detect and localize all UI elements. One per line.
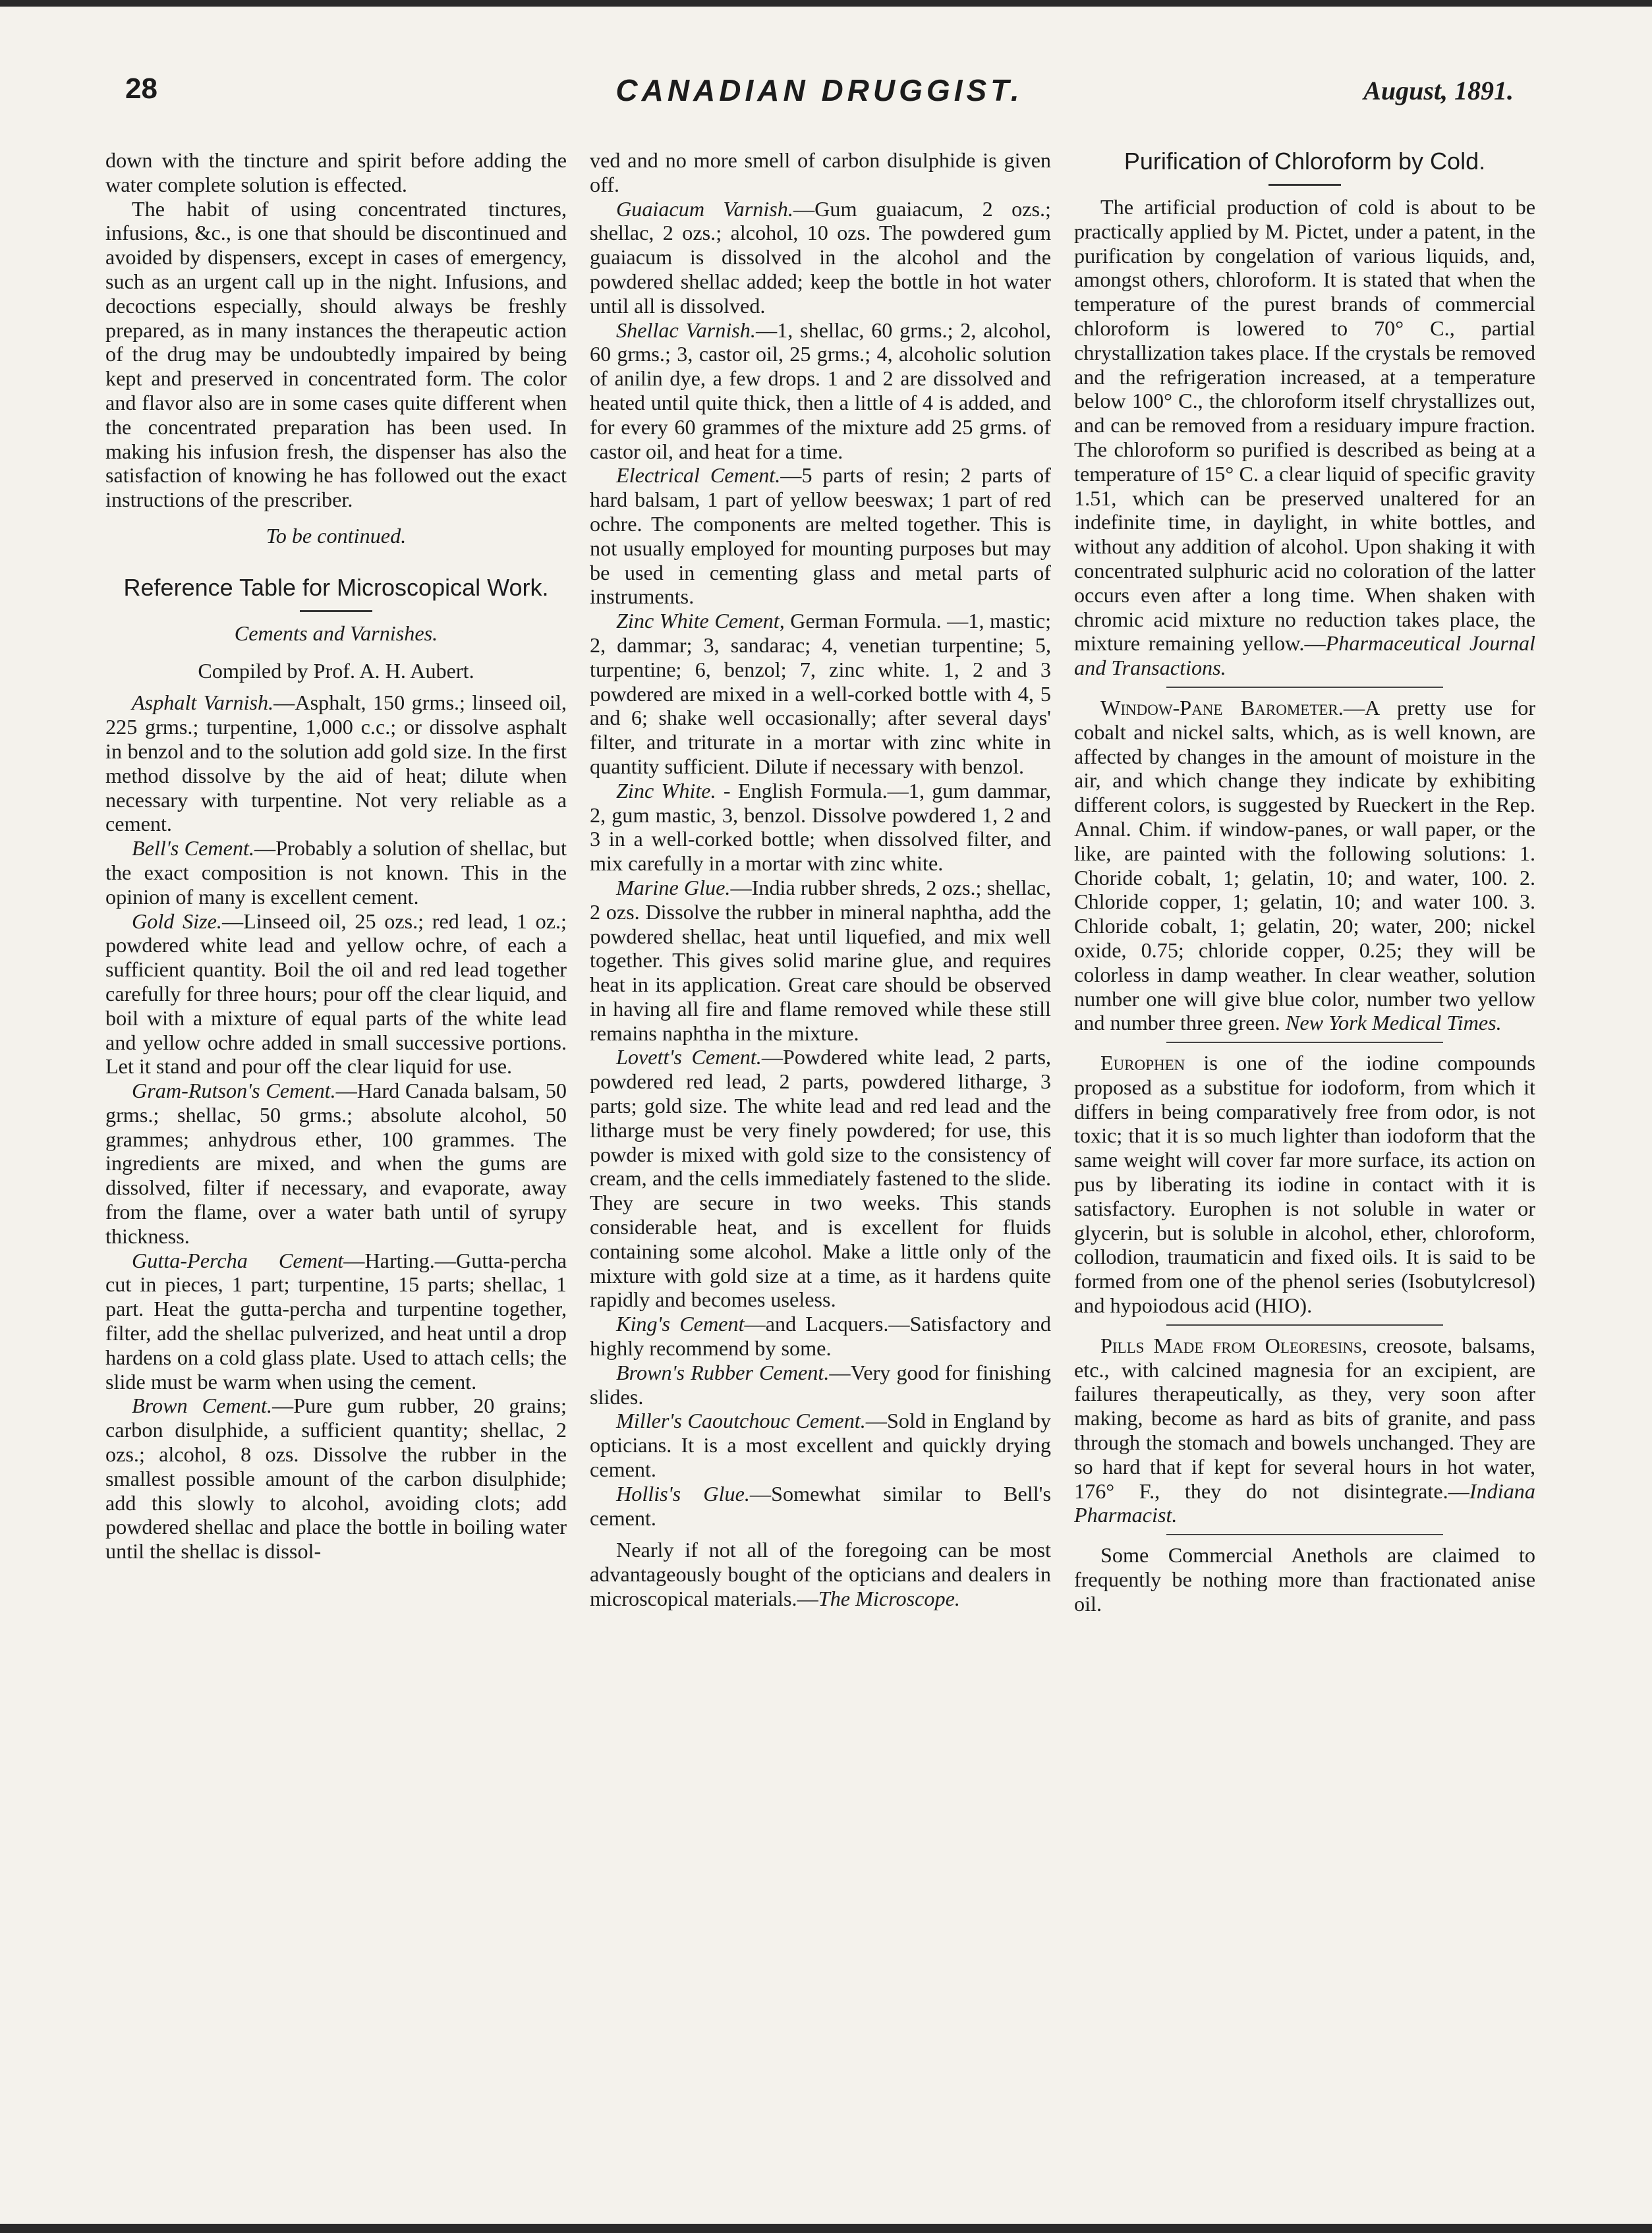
entry-zinc-white-cement-german (590, 609, 1051, 779)
reference-table-heading: Reference Table for Microscopical Work. (123, 573, 549, 601)
separator-rule (1166, 1534, 1443, 1535)
heading-rule (1268, 184, 1341, 186)
entry-term: Guaiacum Varnish. (616, 196, 793, 221)
intro-continuation: down with the tincture and spirit before adding the water complete solution is effected. (105, 148, 567, 196)
entry-marine-glue (590, 876, 1051, 1046)
entry-text: —Probably a solution of shellac, but the exact composition is not known. This in the opinion of many is excellent cement. (105, 836, 567, 909)
entry-text: —Harting.—Gutta-percha cut in pieces, 1 part; turpentine, 15 parts; shellac, 1 part. Heat the gutta-percha and turpentine together, filter, add the shellac pulverized, and heat until a drop hardens on a cold glass plate. Used to attach cells; the slide must be warm when using the cement. (105, 1248, 567, 1394)
entry-text: - English Formula.—1, gum dammar, 2, gum mastic, 3, benzol. Dissolve powdered 1, 2 and 3 in a well-corked bottle; when dissolved filter, and mix carefully in a mortar with zinc white. (590, 778, 1051, 876)
europhen-article (1074, 1051, 1535, 1318)
entry-lovetts-cement (590, 1045, 1051, 1312)
entry-text: —1, shellac, 60 grms.; 2, alcohol, 60 grms.; 3, castor oil, 25 grms.; 4, alcoholic solution of anilin dye, a few drops. 1 and 2 are dissolved and heated until quite thick, then a little of 4 is added, and for every 60 grammes of the mixture add 25 grms. of castor oil, and heat for a time. (590, 318, 1052, 463)
issue-date: August, 1891. (1363, 76, 1514, 105)
column-2 (590, 148, 1051, 1611)
entry-bells-cement (105, 836, 567, 909)
column-3 (1074, 148, 1535, 1616)
entry-term: Brown Cement. (132, 1394, 273, 1418)
entry-term: Hollis's Glue. (616, 1481, 750, 1506)
entry-term: Marine Glue. (616, 875, 731, 899)
entry-term: King's Cement (616, 1312, 745, 1336)
entry-text: —Gum guaiacum, 2 ozs.; shellac, 2 ozs.; alcohol, 10 ozs. The powdered gum guaiacum is dissolved in the alcohol and the powdered shellac added; keep the bottle in hot water until all is dissolved. (590, 196, 1051, 318)
entry-zinc-white-english (590, 779, 1051, 876)
entry-term: Asphalt Varnish. (132, 691, 274, 715)
entry-kings-cement (590, 1312, 1051, 1361)
page-header (125, 72, 1514, 119)
article-lead: Window-Pane Barometer. (1100, 695, 1344, 720)
entry-hollis-glue (590, 1482, 1051, 1531)
article-source: Indiana Pharmacist. (1074, 1479, 1535, 1527)
entry-millers-caoutchouc-cement (590, 1409, 1051, 1481)
entry-term: Electrical Cement. (616, 463, 781, 488)
entry-shellac-varnish (590, 318, 1051, 464)
entry-term: Gold Size. (132, 909, 222, 933)
entry-text: —Powdered white lead, 2 parts, powdered red lead, 2 parts, powdered litharge, 3 parts; gold size. The white lead and red lead and the litharge must be very finely powdered; for use, this powder is mixed with gold size to the consistency of cream, and the cells immediately fastened to the slide. They are secure in two weeks. This stands considerable heat, and is excellent for fluids containing some alcohol. Make a little only of the mixture with gold size at a time, as it hardens quite rapidly and becomes useless. (590, 1045, 1052, 1312)
page-number: 28 (125, 72, 157, 105)
entry-gram-rutsons-cement (105, 1079, 567, 1249)
entry-term: Zinc White Cement, (616, 609, 785, 633)
barometer-article (1074, 696, 1535, 1035)
article-text: is one of the iodine compounds proposed as a substitue for iodoform, from which it differs in being comparatively free from odor, is not toxic; that it is so much lighter than iodoform that the same weight will cover far more surface, its action on pus by liberating its iodine in contact with it is satisfactory. Europhen is not soluble in water or glycerin, but is soluble in alcohol, ether, chloroform, collodion, traumaticin and fixed oils. It is said to be formed from one of the phenol series (Isobutylcresol) and hypoiodous acid (HIO). (1074, 1051, 1535, 1318)
entry-text: German Formula. —1, mastic; 2, dammar; 3, sandarac; 4, venetian turpentine; 5, turpentine; 6, benzol; 7, zinc white. 1, 2 and 3 powdered are mixed in a well-corked bottle with 4, 5 and 6; shake well occasionally; after several days' filter, and triturate in a mortar with zinc white in quantity sufficient. Dilute if necessary with benzol. (590, 609, 1052, 778)
separator-rule (1166, 1042, 1443, 1043)
top-border-rule (0, 0, 1652, 7)
article-source: New York Medical Times. (1285, 1011, 1502, 1035)
article-lead: Pills Made from Oleoresins, (1100, 1333, 1367, 1357)
entry-term: Zinc White. (616, 778, 716, 803)
entry-text: —Very good for finishing slides. (590, 1360, 1051, 1409)
entry-term: Lovett's Cement. (616, 1045, 762, 1069)
entry-electrical-cement (590, 463, 1051, 609)
entry-text: —India rubber shreds, 2 ozs.; shellac, 2 ozs. Dissolve the rubber in mineral naphtha, add the powdered shellac, heat until liquefied, and mix well together. This gives solid marine glue, and requires heat in its application. Great care should be observed in having all fire and flame removed while these still remains naphtha in the mixture. (590, 875, 1051, 1045)
entry-term: Shellac Varnish. (616, 318, 756, 342)
heading-rule (300, 610, 372, 612)
bottom-border-rule (0, 2224, 1652, 2233)
habit-paragraph: The habit of using concentrated tinctures, infusions, &c., is one that should be discontinued and avoided by dispensers, except in cases of emergency, such as an urgent call up in the night. Infusions, and decoctions especially, should always be freshly prepared, as in many instances the therapeutic action of the drug may be undoubtedly impaired by being kept and preserved in concentrated form. The color and flavor also are in some cases quite different when the concentrated preparation has been used. In making his infusion fresh, the dispenser has also the satisfaction of knowing he has followed out the exact instructions of the prescriber. (105, 196, 567, 512)
closing-paragraph (590, 1538, 1051, 1610)
pills-article (1074, 1334, 1535, 1527)
article-text: The artificial production of cold is about to be practically applied by M. Pictet, under a patent, in the purification by congelation of various liquids, and, amongst others, chloroform. It is stated that when the temperature of the purest brands of commercial chloroform is lowered to 70° C., partial chrystallization takes place. If the crystals be removed and the refrigeration increased, at a temperature below 100° C., the chloroform itself chrystallizes out, and can be removed from a residuary impure fraction. The chloroform so purified is described as being at a temperature of 15° C. a clear liquid of specific gravity 1.51, which can be preserved unaltered for an indefinite time, in daylight, in white bottles, and without any addition of alcohol. Upon shaking it with concentrated sulphuric acid no coloration of the latter occurs even after a long time. When shaken with chromic acid mixture no reduction takes place, the mixture remaining yellow.— (1074, 195, 1535, 656)
chloroform-heading: Purification of Chloroform by Cold. (1124, 148, 1486, 175)
entry-text: —Sold in England by opticians. It is a most excellent and quickly drying cement. (590, 1409, 1051, 1482)
to-be-continued: To be continued. (266, 523, 407, 548)
closing-text: Nearly if not all of the foregoing can be most advantageously bought of the opticians and dealers in microscopical materials.— (590, 1538, 1051, 1611)
chloroform-article (1074, 195, 1535, 680)
column-1 (105, 148, 567, 1564)
compiled-by: Compiled by Prof. A. H. Aubert. (198, 658, 474, 683)
article-lead: Europhen (1100, 1051, 1185, 1075)
article-text: —A pretty use for cobalt and nickel salts, which, as is well known, are affected by changes in the amount of moisture in the air, and which change they indicate by exhibiting different colors, is suggested by Rueckert in the Rep. Annal. Chim. if window-panes, or wall paper, or the like, are painted with the following solutions: 1. Choride cobalt, 1; gelatin, 10; and water, 100. 2. Chloride copper, 1; gelatin, 10; and water 100. 3. Chloride cobalt, 1; gelatin, 20; water, 200; nickel oxide, 0.75; chloride copper, 0.25; they will be colorless in damp weather. In clear weather, solution number one will give blue color, number two yellow and number three green. (1074, 695, 1536, 1035)
entry-term: Bell's Cement. (132, 836, 255, 861)
journal-title: CANADIAN DRUGGIST. (615, 73, 1023, 107)
entry-term: Gram-Rutson's Cement. (132, 1079, 336, 1103)
entry-text: —and Lacquers.—Satisfactory and highly recommend by some. (590, 1312, 1051, 1361)
article-text: creosote, balsams, etc., with calcined magnesia for an excipient, are failures therapeutically, as they, very soon after making, become as hard as bits of granite, and pass through the stomach and bowels unchanged. They are so hard that if kept for several hours in hot water, 176° F., they do not disintegrate.— (1074, 1333, 1535, 1503)
entry-browns-rubber-cement (590, 1361, 1051, 1409)
entry-text: —Pure gum rubber, 20 grains; carbon disulphide, a sufficient quantity; shellac, 2 ozs.; alcohol, 8 ozs. Dissolve the rubber in the smallest possible amount of the carbon disulphide; add this slowly to alcohol, avoiding clots; add powdered shellac and place the bottle in boiling water until the shellac is dissol- (105, 1394, 567, 1564)
entry-text: —Somewhat similar to Bell's cement. (590, 1481, 1051, 1530)
entry-brown-cement (105, 1394, 567, 1564)
entry-gutta-percha-cement (105, 1249, 567, 1394)
separator-rule (1166, 1324, 1443, 1326)
entry-term: Brown's Rubber Cement. (616, 1360, 830, 1384)
brown-cement-continuation: ved and no more smell of carbon disulphide is given off. (590, 148, 1051, 196)
separator-rule (1166, 687, 1443, 688)
closing-source: The Microscope. (818, 1587, 960, 1611)
entry-gold-size (105, 909, 567, 1079)
reference-subheading: Cements and Varnishes. (234, 621, 438, 645)
entry-text: —Linseed oil, 25 ozs.; red lead, 1 oz.; powdered white lead and yellow ochre, of each a sufficient quantity. Boil the oil and red lead together carefully for three hours; pour off the clear liquid, and boil with a mixture of equal parts of the white lead and yellow ochre added in small successive portions. Let it stand and pour off the clear liquid for use. (105, 909, 567, 1079)
entry-term: Gutta-Percha Cement (132, 1248, 344, 1272)
entry-text: —5 parts of resin; 2 parts of hard balsam, 1 part of yellow beeswax; 1 part of red ochre. The components are melted together. This is not usually employed for mounting purposes but may be used in cementing glass and metal parts of instruments. (590, 463, 1051, 609)
article-source: Pharmaceutical Journal and Transactions. (1074, 631, 1535, 680)
entry-text: —Asphalt, 150 grms.; linseed oil, 225 grms.; turpentine, 1,000 c.c.; or dissolve asphalt in benzol and to the solution add gold size. In the first method dissolve by the aid of heat; dilute when necessary with turpentine. Not very reliable as a cement. (105, 691, 567, 836)
anethols-article: Some Commercial Anethols are claimed to frequently be nothing more than fractionated anise oil. (1074, 1543, 1535, 1616)
entry-term: Miller's Caoutchouc Cement. (616, 1409, 866, 1433)
entry-text: —Hard Canada balsam, 50 grms.; shellac, 50 grms.; absolute alcohol, 50 grammes; anhydrous ether, 100 grammes. The ingredients are mixed, and when the gums are dissolved, filter if necessary, and evaporate, away from the flame, over a water bath until of syrupy thickness. (105, 1079, 567, 1248)
entry-guaiacum-varnish (590, 197, 1051, 318)
entry-asphalt-varnish (105, 691, 567, 836)
